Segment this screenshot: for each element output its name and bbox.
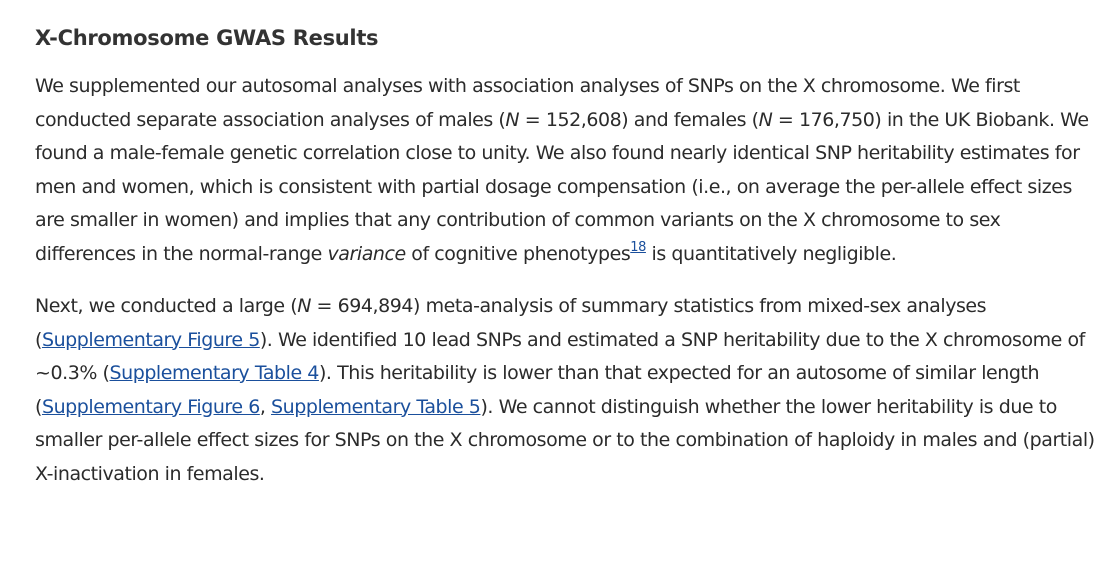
- n-variable: N: [297, 295, 311, 317]
- link-separator: ,: [259, 395, 272, 418]
- para1-text-4: of cognitive phenotypes: [405, 242, 631, 265]
- n-variable: N: [758, 108, 773, 131]
- paragraph-1: [35, 70, 1095, 271]
- para1-text-2: = 152,608) and females (: [519, 108, 759, 131]
- paragraph-2: [35, 290, 1095, 491]
- supplementary-table-4-link[interactable]: Supplementary Table 4: [109, 362, 319, 384]
- reference-link-18[interactable]: 18: [630, 240, 646, 256]
- supplementary-figure-5-link[interactable]: Supplementary Figure 5: [41, 328, 260, 351]
- para1-text-1: We supplemented our autosomal analyses with association analyses of SNPs on the X chromosome. We first conducted separate association analyses of males (: [35, 75, 1020, 131]
- n-variable: N: [505, 108, 520, 131]
- para1-text-3: = 176,750) in the UK Biobank. We found a male-female genetic correlation close to unity. We also found nearly identical SNP heritability estimates for men and women, which is consistent with partial dosage compensation (i.e., on average the per-allele effect sizes are smaller in women) and implies that any contribution of common variants on the X chromosome to sex differences in the normal-range: [35, 108, 1089, 265]
- para2-text-5: ). We cannot distinguish whether the lower heritability is due to smaller per-allele effect sizes for SNPs on the X chromosome or to the combination of haploidy in males and (partial) X-inactivation in females.: [35, 395, 1095, 485]
- supplementary-figure-6-link[interactable]: Supplementary Figure 6: [41, 395, 260, 418]
- para2-text-3: ). We identified 10 lead SNPs and estimated a SNP heritability due to the X chromosome of ~0.3% (: [35, 328, 1085, 384]
- supplementary-table-5-link[interactable]: Supplementary Table 5: [271, 395, 481, 418]
- para1-text-5: is quantitatively negligible.: [645, 242, 897, 265]
- para2-text-1: Next, we conducted a large (: [35, 295, 298, 317]
- para2-text-4: ). This heritability is lower than that expected for an autosome of similar length (: [35, 362, 1040, 418]
- section-heading: X-Chromosome GWAS Results: [35, 26, 379, 50]
- emphasized-variance: variance: [327, 242, 406, 265]
- para2-text-2: = 694,894) meta-analysis of summary statistics from mixed-sex analyses (: [35, 295, 987, 351]
- reference-superscript: [630, 240, 646, 255]
